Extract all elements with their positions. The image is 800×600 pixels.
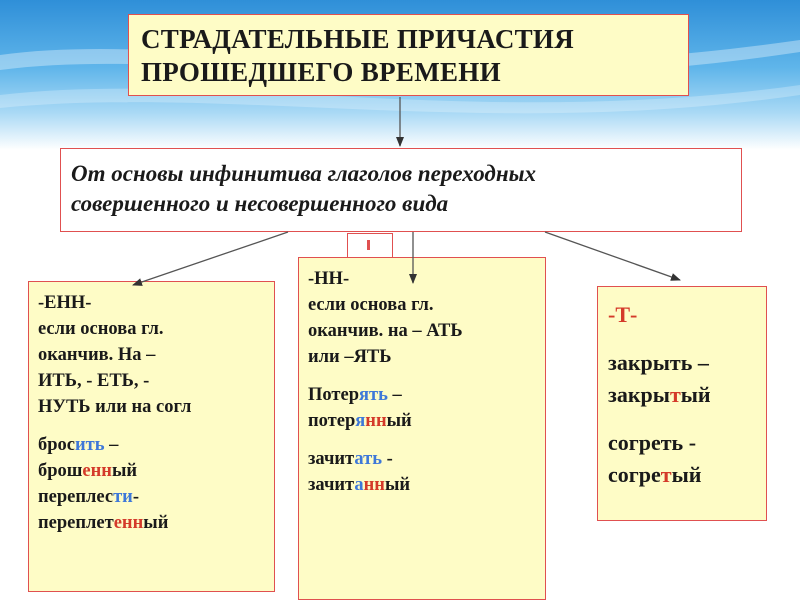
enn-rule-line-4: НУТЬ или на согл [38, 397, 192, 417]
enn-rule-line-3: ИТЬ, - ЕТЬ, - [38, 371, 150, 391]
enn-example-2-participle: переплетенный [38, 513, 169, 533]
t-suffix-box [597, 286, 767, 521]
title-box [128, 14, 689, 96]
source-line-1: От основы инфинитива глаголов переходных [71, 161, 537, 186]
t-example-1-verb: закрыть – [608, 350, 709, 375]
nn-rule-line-1: если основа гл. [308, 295, 434, 315]
arrow-to-t-box [545, 232, 680, 280]
nn-example-1-verb: Потерять – [308, 385, 402, 405]
source-line-2: совершенного и несовершенного вида [71, 191, 449, 216]
enn-example-1-verb: бросить – [38, 435, 119, 455]
t-suffix-label: -Т- [608, 302, 638, 327]
enn-example-2-verb: переплести- [38, 487, 139, 507]
enn-rule-line-2: оканчив. На – [38, 345, 156, 365]
t-example-2-verb: согреть - [608, 430, 697, 455]
t-example-1-participle: закрытый [608, 382, 711, 407]
nn-rule-line-2: оканчив. на – АТЬ [308, 321, 463, 341]
connector-mark [367, 240, 370, 250]
nn-suffix-label: -НН- [308, 269, 350, 289]
nn-rule-line-3: или –ЯТЬ [308, 347, 392, 367]
title-line-2: ПРОШЕДШЕГО ВРЕМЕНИ [141, 57, 501, 87]
nn-example-2-verb: зачитать - [308, 449, 393, 469]
arrow-to-enn-box [133, 232, 288, 285]
connector-box [347, 233, 393, 259]
nn-example-1-participle: потерянный [308, 411, 412, 431]
enn-suffix-box [28, 281, 275, 592]
enn-example-1-participle: брошенный [38, 461, 138, 481]
enn-suffix-label: -ЕНН- [38, 293, 92, 313]
title-line-1: СТРАДАТЕЛЬНЫЕ ПРИЧАСТИЯ [141, 24, 575, 54]
nn-example-2-participle: зачитанный [308, 475, 411, 495]
nn-suffix-box [298, 257, 546, 600]
t-example-2-participle: согретый [608, 462, 702, 487]
enn-rule-line-1: если основа гл. [38, 319, 164, 339]
source-box [60, 148, 742, 232]
